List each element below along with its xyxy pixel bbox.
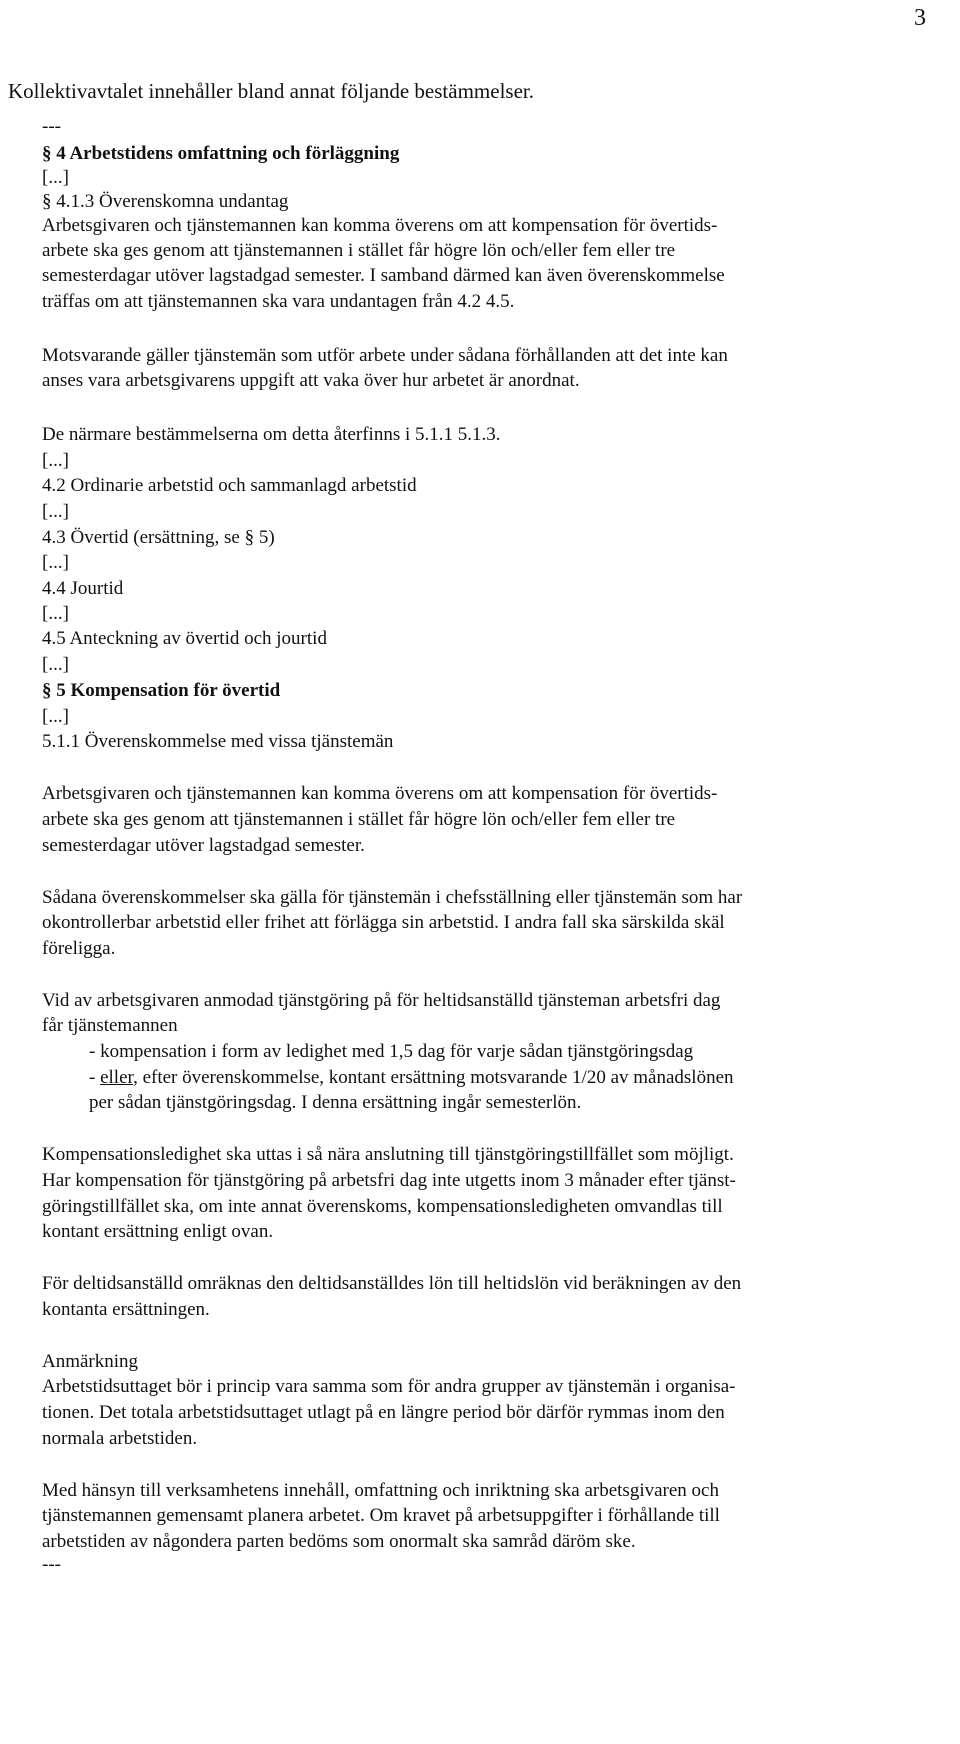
section-4-1-3-heading: § 4.1.3 Överenskomna undantag	[42, 191, 289, 212]
separator-bottom: ---	[42, 1554, 61, 1575]
ellipsis: [...]	[42, 603, 69, 624]
paragraph-line: Arbetsgivaren och tjänstemannen kan komma överens om att kompensation för övertids-	[42, 783, 718, 804]
paragraph-line: göringstillfället ska, om inte annat överenskoms, kompensationsledigheten omvandlas till	[42, 1196, 723, 1217]
ellipsis: [...]	[42, 167, 69, 188]
paragraph-line: arbete ska ges genom att tjänstemannen i stället får högre lön och/eller fem eller tre	[42, 240, 676, 261]
paragraph-line: får tjänstemannen	[42, 1015, 178, 1036]
paragraph-line: träffas om att tjänstemannen ska vara undantagen från 4.2 4.5.	[42, 291, 515, 312]
paragraph-line: kontanta ersättningen.	[42, 1299, 210, 1320]
paragraph-line: kontant ersättning enligt ovan.	[42, 1221, 274, 1242]
section-4-2-heading: 4.2 Ordinarie arbetstid och sammanlagd arbetstid	[42, 475, 417, 496]
paragraph-line: föreligga.	[42, 938, 116, 959]
anmarkning-heading: Anmärkning	[42, 1351, 139, 1372]
list-item	[89, 1066, 734, 1089]
paragraph-line: De närmare bestämmelserna om detta återfinns i 5.1.1 5.1.3.	[42, 424, 501, 445]
paragraph-line: arbete ska ges genom att tjänstemannen i stället får högre lön och/eller fem eller tre	[42, 809, 676, 830]
paragraph-line: tjänstemannen gemensamt planera arbetet. Om kravet på arbetsuppgifter i förhållande till	[42, 1505, 720, 1526]
paragraph-line: okontrollerbar arbetstid eller frihet att förlägga sin arbetstid. I andra fall ska särskilda skäl	[42, 912, 725, 933]
paragraph-line: Arbetstidsuttaget bör i princip vara samma som för andra grupper av tjänstemän i organisa-	[42, 1376, 736, 1397]
paragraph-line: Motsvarande gäller tjänstemän som utför arbete under sådana förhållanden att det inte kan	[42, 345, 728, 366]
paragraph-line: normala arbetstiden.	[42, 1428, 198, 1449]
section-4-5-heading: 4.5 Anteckning av övertid och jourtid	[42, 628, 327, 649]
section-4-3-heading: 4.3 Övertid (ersättning, se § 5)	[42, 527, 275, 548]
section-4-heading: § 4 Arbetstidens omfattning och förläggning	[42, 143, 400, 164]
paragraph-line: arbetstiden av någondera parten bedöms som onormalt ska samråd däröm ske.	[42, 1531, 636, 1552]
paragraph-line: tionen. Det totala arbetstidsuttaget utlagt på en längre period bör därför rymmas inom den	[42, 1402, 725, 1423]
paragraph-line: Arbetsgivaren och tjänstemannen kan komma överens om att kompensation för övertids-	[42, 215, 718, 236]
underlined-word: eller	[100, 1067, 134, 1088]
paragraph-line: För deltidsanställd omräknas den deltidsanställdes lön till heltidslön vid beräkningen av den	[42, 1273, 742, 1294]
section-5-heading: § 5 Kompensation för övertid	[42, 680, 281, 701]
ellipsis: [...]	[42, 654, 69, 675]
ellipsis: [...]	[42, 501, 69, 522]
ellipsis: [...]	[42, 706, 69, 727]
paragraph-line: semesterdagar utöver lagstadgad semester.	[42, 835, 365, 856]
list-item-continuation: per sådan tjänstgöringsdag. I denna ersättning ingår semesterlön.	[89, 1092, 582, 1113]
ellipsis: [...]	[42, 552, 69, 573]
list-item-text: , efter överenskommelse, kontant ersättning motsvarande 1/20 av månadslönen	[133, 1067, 734, 1088]
paragraph-line: Med hänsyn till verksamhetens innehåll, omfattning och inriktning ska arbetsgivaren och	[42, 1480, 719, 1501]
paragraph-line: semesterdagar utöver lagstadgad semester. I samband därmed kan även överenskommelse	[42, 265, 725, 286]
paragraph-line: Sådana överenskommelser ska gälla för tjänstemän i chefsställning eller tjänstemän som har	[42, 887, 743, 908]
separator-top: ---	[42, 116, 61, 137]
section-4-4-heading: 4.4 Jourtid	[42, 578, 124, 599]
ellipsis: [...]	[42, 450, 69, 471]
paragraph-line: Kompensationsledighet ska uttas i så nära anslutning till tjänstgöringstillfället som möjligt.	[42, 1144, 734, 1165]
list-item: - kompensation i form av ledighet med 1,5 dag för varje sådan tjänstgöringsdag	[89, 1041, 694, 1062]
paragraph-line: Har kompensation för tjänstgöring på arbetsfri dag inte utgetts inom 3 månader efter tjänst-	[42, 1170, 736, 1191]
section-5-1-1-heading: 5.1.1 Överenskommelse med vissa tjänstemän	[42, 731, 394, 752]
paragraph-line: Vid av arbetsgivaren anmodad tjänstgöring på för heltidsanställd tjänsteman arbetsfri dag	[42, 990, 721, 1011]
list-item-dash: -	[89, 1067, 101, 1088]
intro-text: Kollektivavtalet innehåller bland annat följande bestämmelser.	[8, 79, 534, 103]
page-number: 3	[914, 5, 926, 31]
paragraph-line: anses vara arbetsgivarens uppgift att vaka över hur arbetet är anordnat.	[42, 370, 580, 391]
